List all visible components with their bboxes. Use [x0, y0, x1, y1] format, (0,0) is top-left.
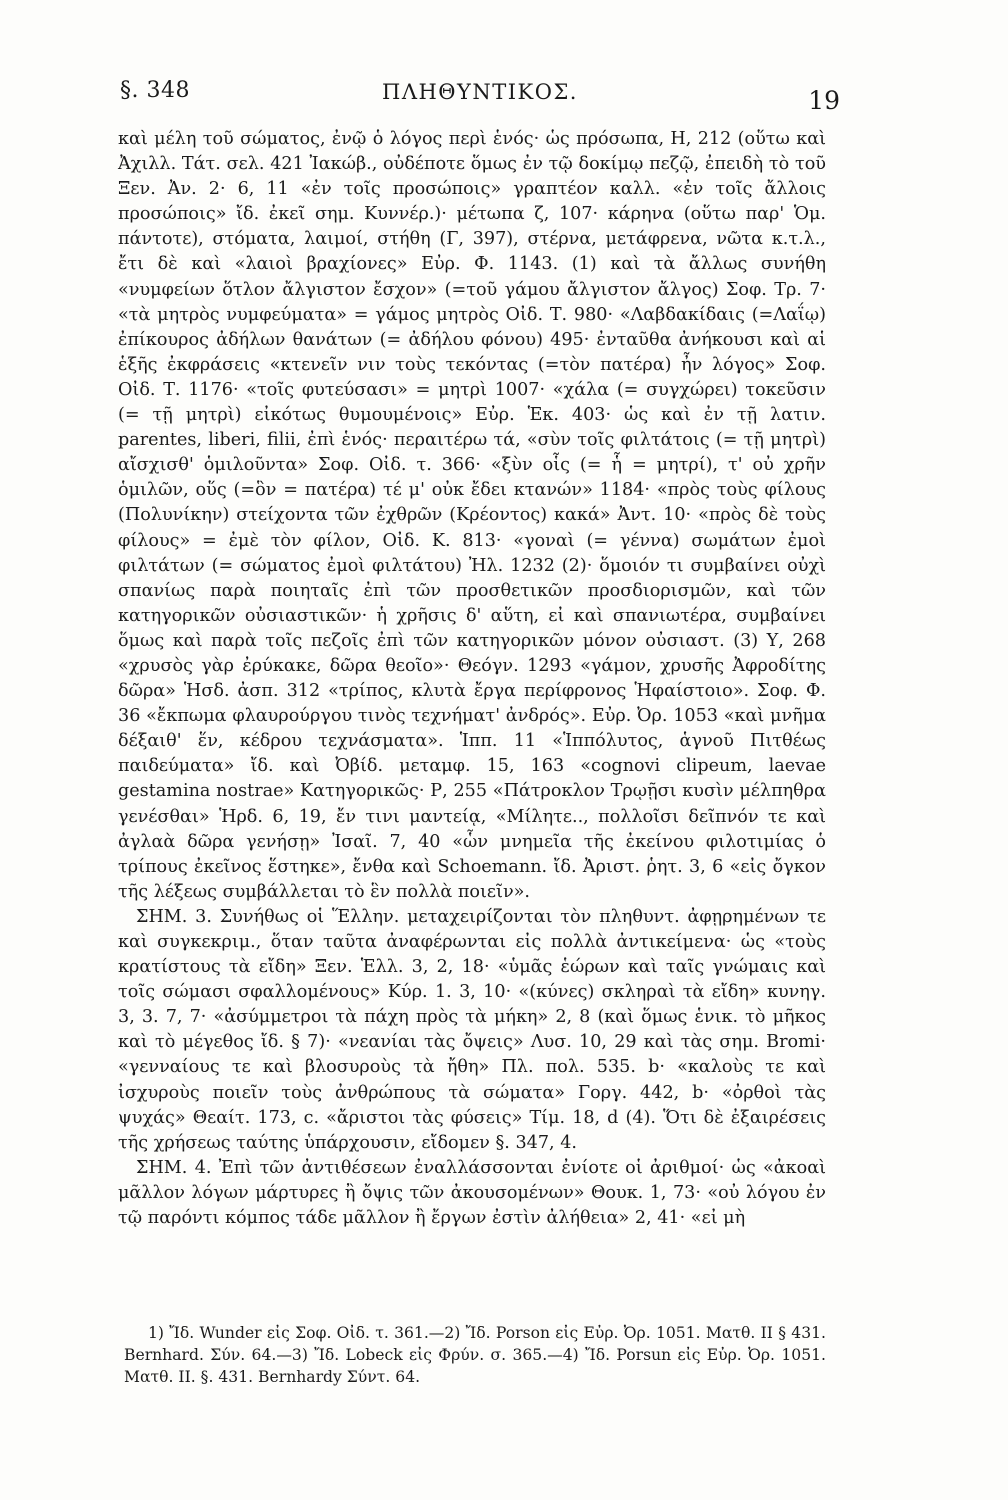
paragraph-note-4: ΣΗΜ. 4. Ἐπὶ τῶν ἀντιθέσεων ἐναλλάσσονται ἐνίοτε οἱ ἀριθμοί· ὡς «ἀκοαὶ μᾶλλον λόγων μάρτυρες ἢ ὄψις τῶν ἀκουσομένων» Θουκ. 1, 73· «οὐ λόγου ἐν τῷ παρόντι κόμπος τάδε μᾶλλον ἢ ἔργων ἐστὶν ἀλήθεια» 2, 41· «εἰ μὴ — [118, 1157, 826, 1229]
paragraph-continuation: καὶ μέλη τοῦ σώματος, ἐνῷ ὁ λόγος περὶ ἑνός· ὡς πρόσωπα, Η, 212 (οὕτω καὶ Ἀχιλλ. Τάτ. σελ. 421 Ἰακώβ., οὐδέποτε ὅμως ἐν τῷ δοκίμῳ πεζῷ, ἐπειδὴ τὸ τοῦ Ξεν. Ἀν. 2· 6, 11 «ἐν τοῖς προσώποις» γραπτέον καλλ. «ἐν τοῖς ἄλλοις προσώποις» ἴδ. ἐκεῖ σημ. Κυννέρ.)· μέτωπα ζ, 107· κάρηνα (οὕτω παρ' Ὁμ. πάντοτε), στόματα, λαιμοί, στήθη (Γ, 397), στέρνα, μετάφρενα, νῶτα κ.τ.λ., ἔτι δὲ καὶ «λαιοὶ βραχίονες» Εὐρ. Φ. 1143. (1) καὶ τὰ ἄλλως συνήθη «νυμφείων ὅτλον ἄλγιστον ἔσχον» (=τοῦ γάμου ἄλγιστον ἄλγος) Σοφ. Τρ. 7· «τὰ μητρὸς νυμφεύματα» = γάμος μητρὸς Οἰδ. Τ. 980· «Λαβδακίδαις (=Λαΐῳ) ἐπίκουρος ἀδήλων θανάτων (= ἀδήλου φόνου) 495· ἐνταῦθα ἀνήκουσι καὶ αἱ ἑξῆς ἐκφράσεις «κτενεῖν νιν τοὺς τεκόντας (=τὸν πατέρα) ἦν λόγος» Σοφ. Οἰδ. Τ. 1176· «τοῖς φυτεύσασι» = μητρὶ 1007· «χάλα (= συγχώρει) τοκεῦσιν (= τῇ μητρὶ) εἰκότως θυμουμένοις» Εὐρ. Ἑκ. 403· ὡς καὶ ἐν τῇ λατιν. parentes, liberi, filii, ἐπὶ ἑνός· περαιτέρω τά, «σὺν τοῖς φιλτάτοις (= τῇ μητρὶ) αἴσχισθ' ὁμιλοῦντα» Σοφ. Οἰδ. τ. 366· «ξὺν οἷς (= ἧ = μητρί), τ' οὐ χρῆν ὁμιλῶν, οὕς (=ὃν = πατέρα) τέ μ' οὐκ ἔδει κτανών» 1184· «πρὸς τοὺς φίλους (Πολυνίκην) στείχοντα τῶν ἐχθρῶν (Κρέοντος) κακά» Ἀντ. 10· «πρὸς δὲ τοὺς φίλους» = ἐμὲ τὸν φίλον, Οἰδ. Κ. 813· «γοναὶ (= γέννα) σωμάτων ἐμοὶ φιλτάτων (= σώματος ἐμοὶ φιλτάτου) Ἠλ. 1232 (2)· ὅμοιόν τι συμβαίνει οὐχὶ σπανίως παρὰ ποιηταῖς ἐπὶ τῶν προσθετικῶν προσδιορισμῶν, καὶ τῶν κατηγορικῶν οὐσιαστικῶν· ἡ χρῆσις δ' αὕτη, εἰ καὶ σπανιωτέρα, συμβαίνει ὅμως καὶ παρὰ τοῖς πεζοῖς ἐπὶ τῶν κατηγορικῶν μόνον οὐσιαστ. (3) Υ, 268 «χρυσὸς γὰρ ἐρύκακε, δῶρα θεοῖο»· Θεόγν. 1293 «γάμον, χρυσῆς Ἀφροδίτης δῶρα» Ἡσδ. ἀσπ. 312 «τρίπος, κλυτὰ ἔργα περίφρονος Ἡφαίστοιο». Σοφ. Φ. 36 «ἔκπωμα φλαυρούργου τινὸς τεχνήματ' ἀνδρός». Εὐρ. Ὀρ. 1053 «καὶ μνῆμα δέξαιθ' ἕν, κέδρου τεχνάσματα». Ἱππ. 11 «Ἱππόλυτος, ἁγνοῦ Πιτθέως παιδεύματα» ἴδ. καὶ Ὀβίδ. μεταμφ. 15, 163 «cognovi clipeum, laevae gestamina nostrae» Κατηγορικῶς· Ρ, 255 «Πάτροκλον Τρῳῇσι κυσὶν μέλπηθρα γενέσθαι» Ἡρδ. 6, 19, ἔν τινι μαντείᾳ, «Μίλητε.., πολλοῖσι δεῖπνόν τε καὶ ἀγλαὰ δῶρα γενήσῃ» Ἰσαῖ. 7, 40 «ὧν μνημεῖα τῆς ἐκείνου φιλοτιμίας ὁ τρίπους ἐκεῖνος ἕστηκε», ἔνθα καὶ Schoemann. ἴδ. Ἀριστ. ῥητ. 3, 6 «εἰς ὄγκον τῆς λέξεως συμβάλλεται τὸ ἓν πολλὰ ποιεῖν». — [118, 129, 826, 902]
page-number: 19 — [808, 86, 840, 115]
running-title: ΠΛΗΘΥΝΤΙΚΟΣ. — [382, 80, 578, 104]
main-text — [118, 127, 826, 1231]
footnotes — [124, 1322, 826, 1388]
page-header — [120, 78, 840, 118]
footnote-text: 1) Ἴδ. Wunder εἰς Σοφ. Οἰδ. τ. 361.—2) Ἴδ. Porson εἰς Εὐρ. Ὀρ. 1051. Ματθ. II § 431. Bernhard. Σύν. 64.—3) Ἴδ. Lobeck εἰς Φρύν. σ. 365.—4) Ἴδ. Porsun εἰς Εὐρ. Ὀρ. 1051. Ματθ. II. §. 431. Bernhardy Σύντ. 64. — [124, 1324, 826, 1386]
section-reference: §. 348 — [120, 78, 190, 103]
paragraph-note-3: ΣΗΜ. 3. Συνήθως οἱ Ἕλλην. μεταχειρίζονται τὸν πληθυντ. ἀφῃρημένων τε καὶ συγκεκριμ., ὅταν ταῦτα ἀναφέρωνται εἰς πολλὰ ἀντικείμενα· ὡς «τοὺς κρατίστους τὰ εἴδη» Ξεν. Ἑλλ. 3, 2, 18· «ὑμᾶς ἑώρων καὶ ταῖς γνώμαις καὶ τοῖς σώμασι σφαλλομένους» Κύρ. 1. 3, 10· «(κύνες) σκληραὶ τὰ εἴδη» κυνηγ. 3, 3. 7, 7· «ἀσύμμετροι τὰ πάχη πρὸς τὰ μήκη» 2, 8 (καὶ ὅμως ἑνικ. τὸ μῆκος καὶ τὸ μέγεθος ἴδ. § 7)· «νεανίαι τὰς ὄψεις» Λυσ. 10, 29 καὶ τὰς σημ. Bromi· «γενναίους τε καὶ βλοσυροὺς τὰ ἤθη» Πλ. πολ. 535. b· «καλοὺς τε καὶ ἰσχυροὺς ποιεῖν τοὺς ἀνθρώπους τὰ σώματα» Γοργ. 442, b· «ὀρθοὶ τὰς ψυχάς» Θεαίτ. 173, c. «ἄριστοι τὰς φύσεις» Τίμ. 18, d (4). Ὅτι δὲ ἐξαιρέσεις τῆς χρήσεως ταύτης ὑπάρχουσιν, εἴδομεν §. 347, 4. — [118, 906, 826, 1153]
